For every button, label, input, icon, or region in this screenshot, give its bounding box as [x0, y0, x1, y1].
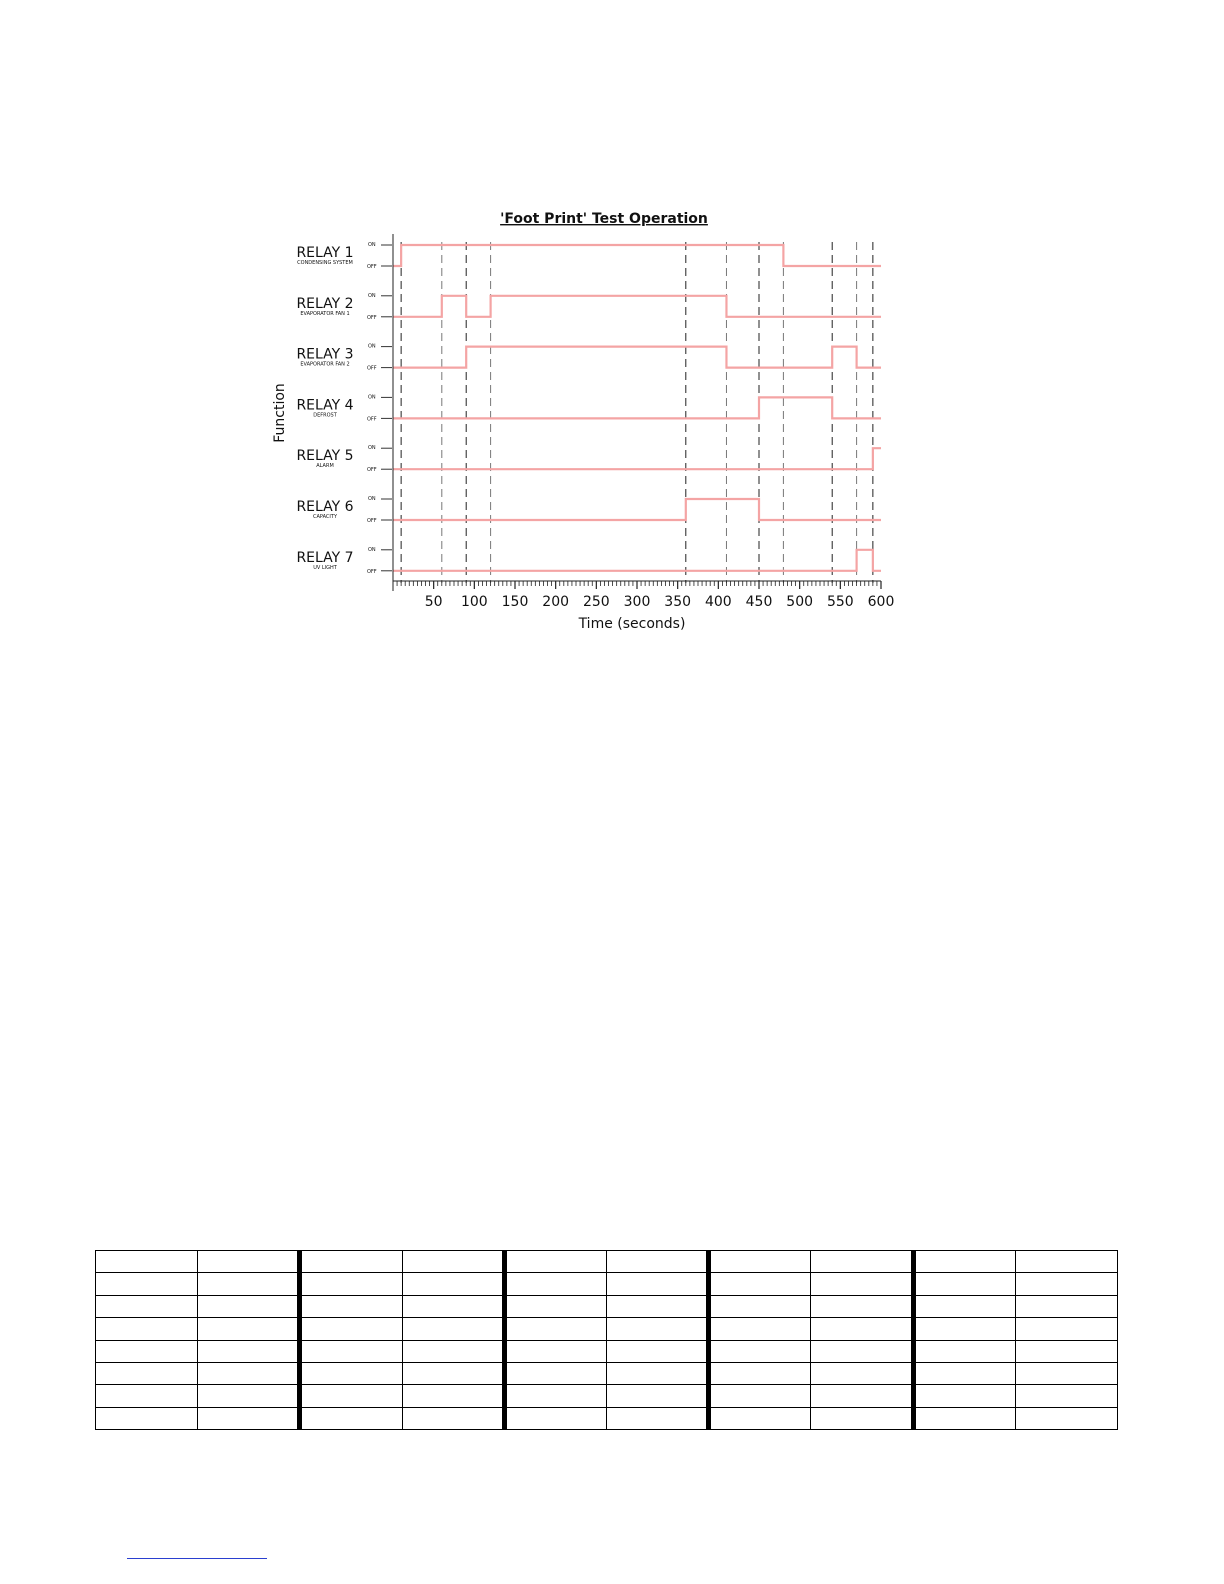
x-tick-label: 150 — [501, 594, 529, 610]
table-cell — [1015, 1385, 1117, 1407]
relay-row — [296, 242, 881, 270]
event-markers — [401, 242, 873, 583]
table-cell — [811, 1340, 913, 1362]
table-cell — [198, 1251, 300, 1273]
relay-name: RELAY 7 — [296, 549, 354, 566]
table-cell — [198, 1340, 300, 1362]
x-tick-label: 100 — [460, 594, 488, 610]
x-tick-label: 300 — [623, 594, 651, 610]
relay-sublabel: EVAPORATOR FAN 1 — [300, 310, 350, 317]
off-state-label: OFF — [367, 416, 377, 423]
relay-row — [296, 394, 881, 422]
table-row — [96, 1295, 1118, 1317]
relay-timing-chart — [0, 0, 1224, 660]
x-tick-label: 550 — [826, 594, 854, 610]
table-row — [96, 1340, 1118, 1362]
relay-sublabel: DEFROST — [313, 412, 337, 419]
relay-sublabel: CONDENSING SYSTEM — [297, 260, 353, 266]
table-cell — [96, 1407, 198, 1429]
table-cell — [811, 1295, 913, 1317]
relay-rows — [296, 242, 881, 575]
table-cell — [198, 1318, 300, 1340]
table-cell — [300, 1385, 402, 1407]
x-tick-label: 450 — [745, 594, 773, 610]
chart-title: 'Foot Print' Test Operation — [500, 211, 708, 227]
table-cell — [504, 1362, 606, 1384]
table-cell — [402, 1318, 504, 1340]
on-state-label: ON — [368, 292, 376, 299]
table-cell — [402, 1362, 504, 1384]
table-cell — [96, 1295, 198, 1317]
table-cell — [300, 1251, 402, 1273]
relay-row — [296, 496, 881, 524]
table-cell — [606, 1318, 708, 1340]
table-cell — [504, 1273, 606, 1295]
table-cell — [300, 1407, 402, 1429]
table-cell — [709, 1385, 811, 1407]
table-cell — [913, 1407, 1015, 1429]
table-cell — [96, 1318, 198, 1340]
table-cell — [606, 1251, 708, 1273]
table-cell — [198, 1407, 300, 1429]
relay-name: RELAY 2 — [296, 295, 354, 312]
table-row — [96, 1385, 1118, 1407]
table-cell — [402, 1251, 504, 1273]
relay-sublabel: UV LIGHT — [313, 564, 337, 571]
x-axis-label: Time (seconds) — [578, 616, 686, 632]
off-state-label: OFF — [367, 314, 377, 321]
table-cell — [198, 1362, 300, 1384]
table-cell — [913, 1385, 1015, 1407]
table-cell — [606, 1385, 708, 1407]
table-row — [96, 1362, 1118, 1384]
relay-row — [296, 344, 881, 372]
blank-grid-table — [95, 1250, 1118, 1430]
table-cell — [504, 1407, 606, 1429]
table-cell — [300, 1295, 402, 1317]
on-state-label: ON — [368, 343, 376, 350]
table-cell — [709, 1251, 811, 1273]
table-row — [96, 1318, 1118, 1340]
table-cell — [811, 1273, 913, 1295]
relay-sublabel: ALARM — [316, 463, 334, 470]
table-cell — [709, 1318, 811, 1340]
off-state-label: OFF — [367, 365, 377, 372]
table-cell — [913, 1340, 1015, 1362]
table-cell — [606, 1273, 708, 1295]
table-cell — [1015, 1340, 1117, 1362]
table-cell — [913, 1295, 1015, 1317]
table-cell — [96, 1273, 198, 1295]
table-cell — [606, 1295, 708, 1317]
table-cell — [913, 1362, 1015, 1384]
footer-link-underline — [127, 1558, 267, 1559]
table-cell — [504, 1385, 606, 1407]
table-cell — [300, 1318, 402, 1340]
table-row — [96, 1273, 1118, 1295]
off-state-label: OFF — [367, 467, 377, 474]
relay-state-trace — [393, 347, 881, 368]
table-cell — [96, 1340, 198, 1362]
on-state-label: ON — [368, 496, 376, 502]
x-tick-label: 200 — [542, 594, 570, 610]
table-cell — [198, 1295, 300, 1317]
table-cell — [606, 1362, 708, 1384]
table-cell — [709, 1273, 811, 1295]
table-cell — [198, 1385, 300, 1407]
table-cell — [913, 1251, 1015, 1273]
table-cell — [811, 1251, 913, 1273]
table-cell — [709, 1340, 811, 1362]
table-row — [96, 1407, 1118, 1429]
table-cell — [709, 1295, 811, 1317]
x-tick-label: 250 — [582, 594, 610, 610]
table-cell — [709, 1407, 811, 1429]
table-cell — [1015, 1251, 1117, 1273]
table-cell — [96, 1251, 198, 1273]
on-state-label: ON — [368, 445, 376, 452]
table-cell — [504, 1295, 606, 1317]
table-cell — [300, 1340, 402, 1362]
table-cell — [96, 1385, 198, 1407]
relay-name: RELAY 3 — [296, 346, 354, 363]
table-cell — [709, 1362, 811, 1384]
relay-sublabel: EVAPORATOR FAN 2 — [300, 361, 350, 368]
table-cell — [504, 1251, 606, 1273]
table-cell — [504, 1340, 606, 1362]
table-cell — [402, 1295, 504, 1317]
table-cell — [1015, 1407, 1117, 1429]
off-state-label: OFF — [367, 264, 377, 270]
table-cell — [1015, 1295, 1117, 1317]
table-cell — [913, 1273, 1015, 1295]
table-cell — [300, 1362, 402, 1384]
on-state-label: ON — [368, 546, 376, 553]
on-state-label: ON — [368, 394, 376, 401]
relay-name: RELAY 6 — [296, 499, 354, 515]
table-cell — [606, 1340, 708, 1362]
table-cell — [1015, 1362, 1117, 1384]
x-tick-label: 50 — [424, 594, 443, 610]
table-cell — [402, 1385, 504, 1407]
table-cell — [402, 1273, 504, 1295]
x-tick-label: 400 — [704, 594, 732, 610]
relay-name: RELAY 5 — [296, 448, 354, 465]
table-cell — [606, 1407, 708, 1429]
on-state-label: ON — [368, 242, 376, 248]
relay-row — [296, 547, 881, 575]
x-tick-label: 500 — [786, 594, 814, 610]
table-cell — [402, 1340, 504, 1362]
table-cell — [811, 1407, 913, 1429]
x-tick-label: 350 — [664, 594, 692, 610]
table-cell — [402, 1407, 504, 1429]
y-axis-label: Function — [272, 383, 288, 443]
table-cell — [1015, 1318, 1117, 1340]
relay-sublabel: CAPACITY — [312, 514, 338, 520]
relay-name: RELAY 4 — [296, 397, 354, 414]
table-cell — [811, 1318, 913, 1340]
relay-name: RELAY 1 — [296, 245, 354, 261]
table-cell — [300, 1273, 402, 1295]
table-cell — [1015, 1273, 1117, 1295]
table-cell — [913, 1318, 1015, 1340]
table-row — [96, 1251, 1118, 1273]
x-axis — [393, 234, 894, 610]
table-cell — [811, 1385, 913, 1407]
relay-state-trace — [393, 296, 881, 317]
table-cell — [198, 1273, 300, 1295]
off-state-label: OFF — [367, 518, 377, 524]
table-cell — [504, 1318, 606, 1340]
relay-row — [296, 445, 881, 473]
off-state-label: OFF — [367, 568, 377, 575]
x-tick-label: 600 — [867, 594, 895, 610]
table-cell — [96, 1362, 198, 1384]
relay-row — [296, 293, 881, 321]
table-cell — [811, 1362, 913, 1384]
